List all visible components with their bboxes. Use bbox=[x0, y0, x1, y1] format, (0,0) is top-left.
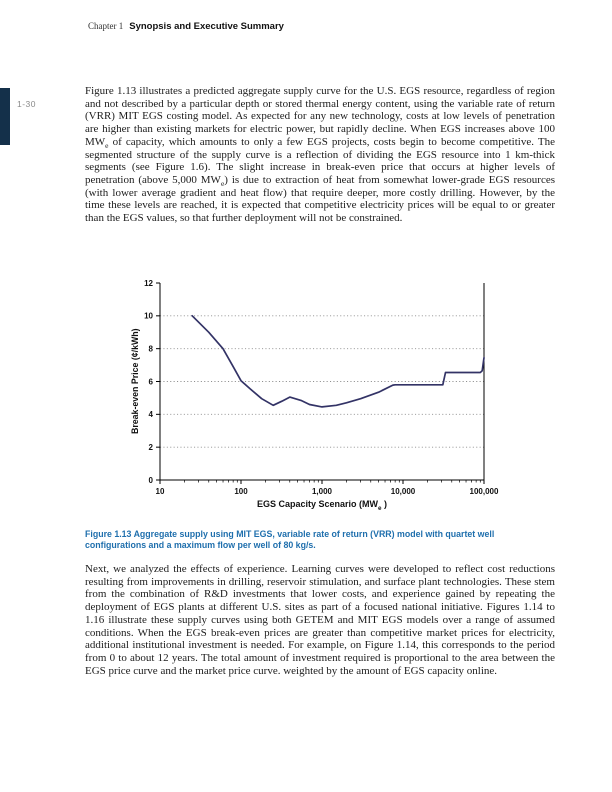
svg-text:10: 10 bbox=[144, 311, 153, 321]
svg-text:1,000: 1,000 bbox=[311, 487, 333, 496]
svg-text:0: 0 bbox=[148, 475, 153, 485]
svg-text:4: 4 bbox=[148, 410, 153, 420]
svg-text:10: 10 bbox=[155, 487, 165, 496]
chapter-label: Chapter 1 bbox=[88, 21, 124, 31]
figure-caption: Figure 1.13 Aggregate supply using MIT EGS, variable rate of return (VRR) model with quartet well configurations and a maximum flow per well of 80 kg/s. bbox=[85, 529, 495, 550]
svg-text:12: 12 bbox=[144, 278, 153, 288]
page-edge-tab bbox=[0, 88, 10, 145]
chapter-header bbox=[88, 16, 284, 34]
svg-text:2: 2 bbox=[148, 442, 153, 452]
paragraph-2: Next, we analyzed the effects of experience. Learning curves were developed to reflect cost reductions resulting from improvements in drilling, reservoir stimulation, and surface plant technologies. These stem from the combination of R&D investments that lower costs, and experience gained by repeating the deployment of EGS plants at different U.S. sites as part of a focused national initiative. Figures 1.14 to 1.16 illustrate these supply curves using both GETEM and MIT EGS models over a range of assumed conditions. When the EGS break-even prices are greater than competitive market prices for electricity, additional institutional investment is needed. For example, on Figure 1.14, this corresponds to the period from 0 to about 12 years. The total amount of investment required is proportional to the area between the EGS price curve and the market price curve. weighted by the amount of EGS capacity online. bbox=[85, 563, 555, 677]
figure-1-13-chart bbox=[110, 272, 510, 520]
svg-text:8: 8 bbox=[148, 344, 153, 354]
svg-text:6: 6 bbox=[148, 377, 153, 387]
svg-text:100: 100 bbox=[234, 487, 248, 496]
x-axis-title: EGS Capacity Scenario ($MW_e$ ) bbox=[256, 499, 388, 512]
chapter-title: Synopsis and Executive Summary bbox=[129, 21, 284, 32]
paragraph-1: Figure 1.13 illustrates a predicted aggregate supply curve for the U.S. EGS resource, regardless of region and not described by a particular depth or stored thermal energy content, using the variable rate of return (VRR) MIT EGS costing model. As expected for any new technology, costs at low levels of penetration are higher than existing markets for electric power, but rapidly decline. When EGS increases above 100 $MW_e$ of capacity, which amounts to only a few EGS projects, costs begin to become competitive. The segmented structure of the supply curve is a reflection of dividing the EGS resource into 1 km-thick segments (see Figure 1.6). The slight increase in break-even price that occurs at higher levels of penetration (above 5,000 $MW_e$) is due to extraction of heat from somewhat lower-grade EGS resources (with lower average gradient and heat flow) that require deeper, more costly drilling. However, by the time these levels are reached, it is expected that competitive electricity prices will be equal to or greater than the EGS values, so that further deployment will not be constrained. bbox=[85, 85, 555, 225]
svg-text:100,000: 100,000 bbox=[469, 487, 499, 496]
svg-text:10,000: 10,000 bbox=[390, 487, 416, 496]
supply-curve-plot bbox=[110, 272, 510, 520]
y-axis-title: Break-even Price (¢/kWh) bbox=[130, 328, 140, 435]
page-number: 1-30 bbox=[17, 99, 37, 109]
